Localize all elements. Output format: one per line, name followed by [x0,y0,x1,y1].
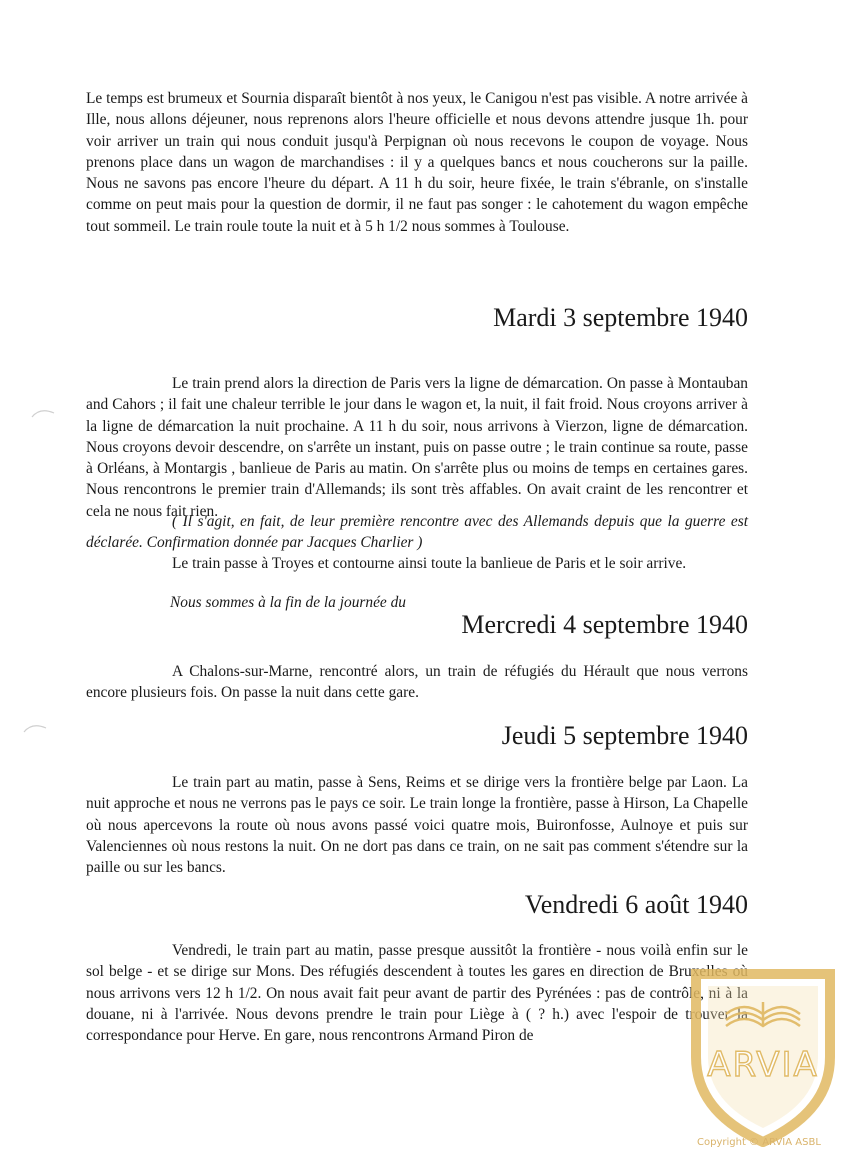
paragraph-vendredi-text: Vendredi, le train part au matin, passe presque aussitôt la frontière - nous voilà enfin sur le sol belge - et se dirige sur Mons. Des réfugiés descendent à toutes les gares en direction de Bruxelles où nous arrivons vers 12 h 1/2. On nous avait fait peur avant de partir des Pyrénées : pas de contrôle, ni à la douane, ni à l'arrivée. Nous devons prendre le train pour Liège à ( ? h.) avec l'espoir de trouver la correspondance pour Herve. En gare, nous rencontrons Armand Piron de [86,942,748,1045]
arvia-watermark-logo [688,962,838,1147]
paragraph-vendredi [86,940,748,1046]
paragraph-mercredi-text: A Chalons-sur-Marne, rencontré alors, un train de réfugiés du Hérault que nous verrons encore plusieurs fois. On passe la nuit dans cette gare. [86,663,748,702]
paragraph-mardi-text: Le train prend alors la direction de Paris vers la ligne de démarcation. On passe à Montauban and Cahors ; il fait une chaleur terrible le jour dans le wagon et, la nuit, il fait froid. Nous croyons arriver à la ligne de démarcation la nuit prochaine. A 11 h du soir, nous arrivons à Vierzon, ligne de démarcation. Nous croyons devoir descendre, on s'arrête un instant, puis on passe outre ; le train continue sa route, passe à Orléans, à Montargis , banlieue de Paris au matin. On s'arrête plus ou moins de temps en certaines gares. Nous rencontrons le premier train d'Allemands; ils sont très affables. On avait craint de les rencontrer et cela ne nous fait rien. [86,375,748,520]
paragraph-mardi [86,373,748,522]
paragraph-jeudi-text: Le train part au matin, passe à Sens, Reims et se dirige vers la frontière belge par Laon. La nuit approche et nous ne verrons pas le pays ce soir. Le train longe la frontière, passe à Hirson, La Chapelle où nous apercevons la route où nous avons passé voici quatre mois, Buironfosse, Aulnoye et puis sur Valenciennes où nous restons la nuit. On ne dort pas dans ce train, on ne sait pas comment s'étendre sur la paille ou sur les bancs. [86,774,748,877]
heading-jeudi: Jeudi 5 septembre 1940 [501,721,748,750]
arvia-logo-text: ARVIA [707,1045,819,1085]
copyright-notice: Copyright © ARVIA ASBL [697,1137,821,1148]
heading-mercredi: Mercredi 4 septembre 1940 [461,610,748,639]
paragraph-troyes-text: Le train passe à Troyes et contourne ainsi toute la banlieue de Paris et le soir arrive. [172,555,687,572]
paragraph-jeudi [86,772,748,878]
heading-vendredi: Vendredi 6 août 1940 [524,890,748,919]
heading-mardi: Mardi 3 septembre 1940 [493,303,748,332]
paragraph-sournia: Le temps est brumeux et Sournia disparaît bientôt à nos yeux, le Canigou n'est pas visible. A notre arrivée à Ille, nous allons déjeuner, nous reprenons alors l'heure officielle et nous devons attendre jusque 1h. pour voir arriver un train qui nous conduit jusqu'à Perpignan où nous recevons le coupon de voyage. Nous prenons place dans un wagon de marchandises : il y a quelques bancs et nous coucherons sur la paille. Nous ne savons pas encore l'heure du départ. A 11 h du soir, heure fixée, le train s'ébranle, on s'installe comme on peut mais pour la question de dormir, il ne faut pas songer : le cahotement du wagon empêche tout sommeil. Le train roule toute la nuit et à 5 h 1/2 nous sommes à Toulouse. [86,90,748,235]
editor-note-text: ( Il s'agit, en fait, de leur première rencontre avec des Allemands depuis que la guerre est déclarée. Confirmation donnée par Jacques Charlier ) [86,513,748,552]
paragraph-troyes [86,553,748,574]
paragraph-mercredi [86,661,748,704]
editor-note [86,511,748,554]
scan-mark [22,720,48,734]
scan-mark [30,405,56,419]
intro-mercredi: Nous sommes à la fin de la journée du [170,594,406,611]
